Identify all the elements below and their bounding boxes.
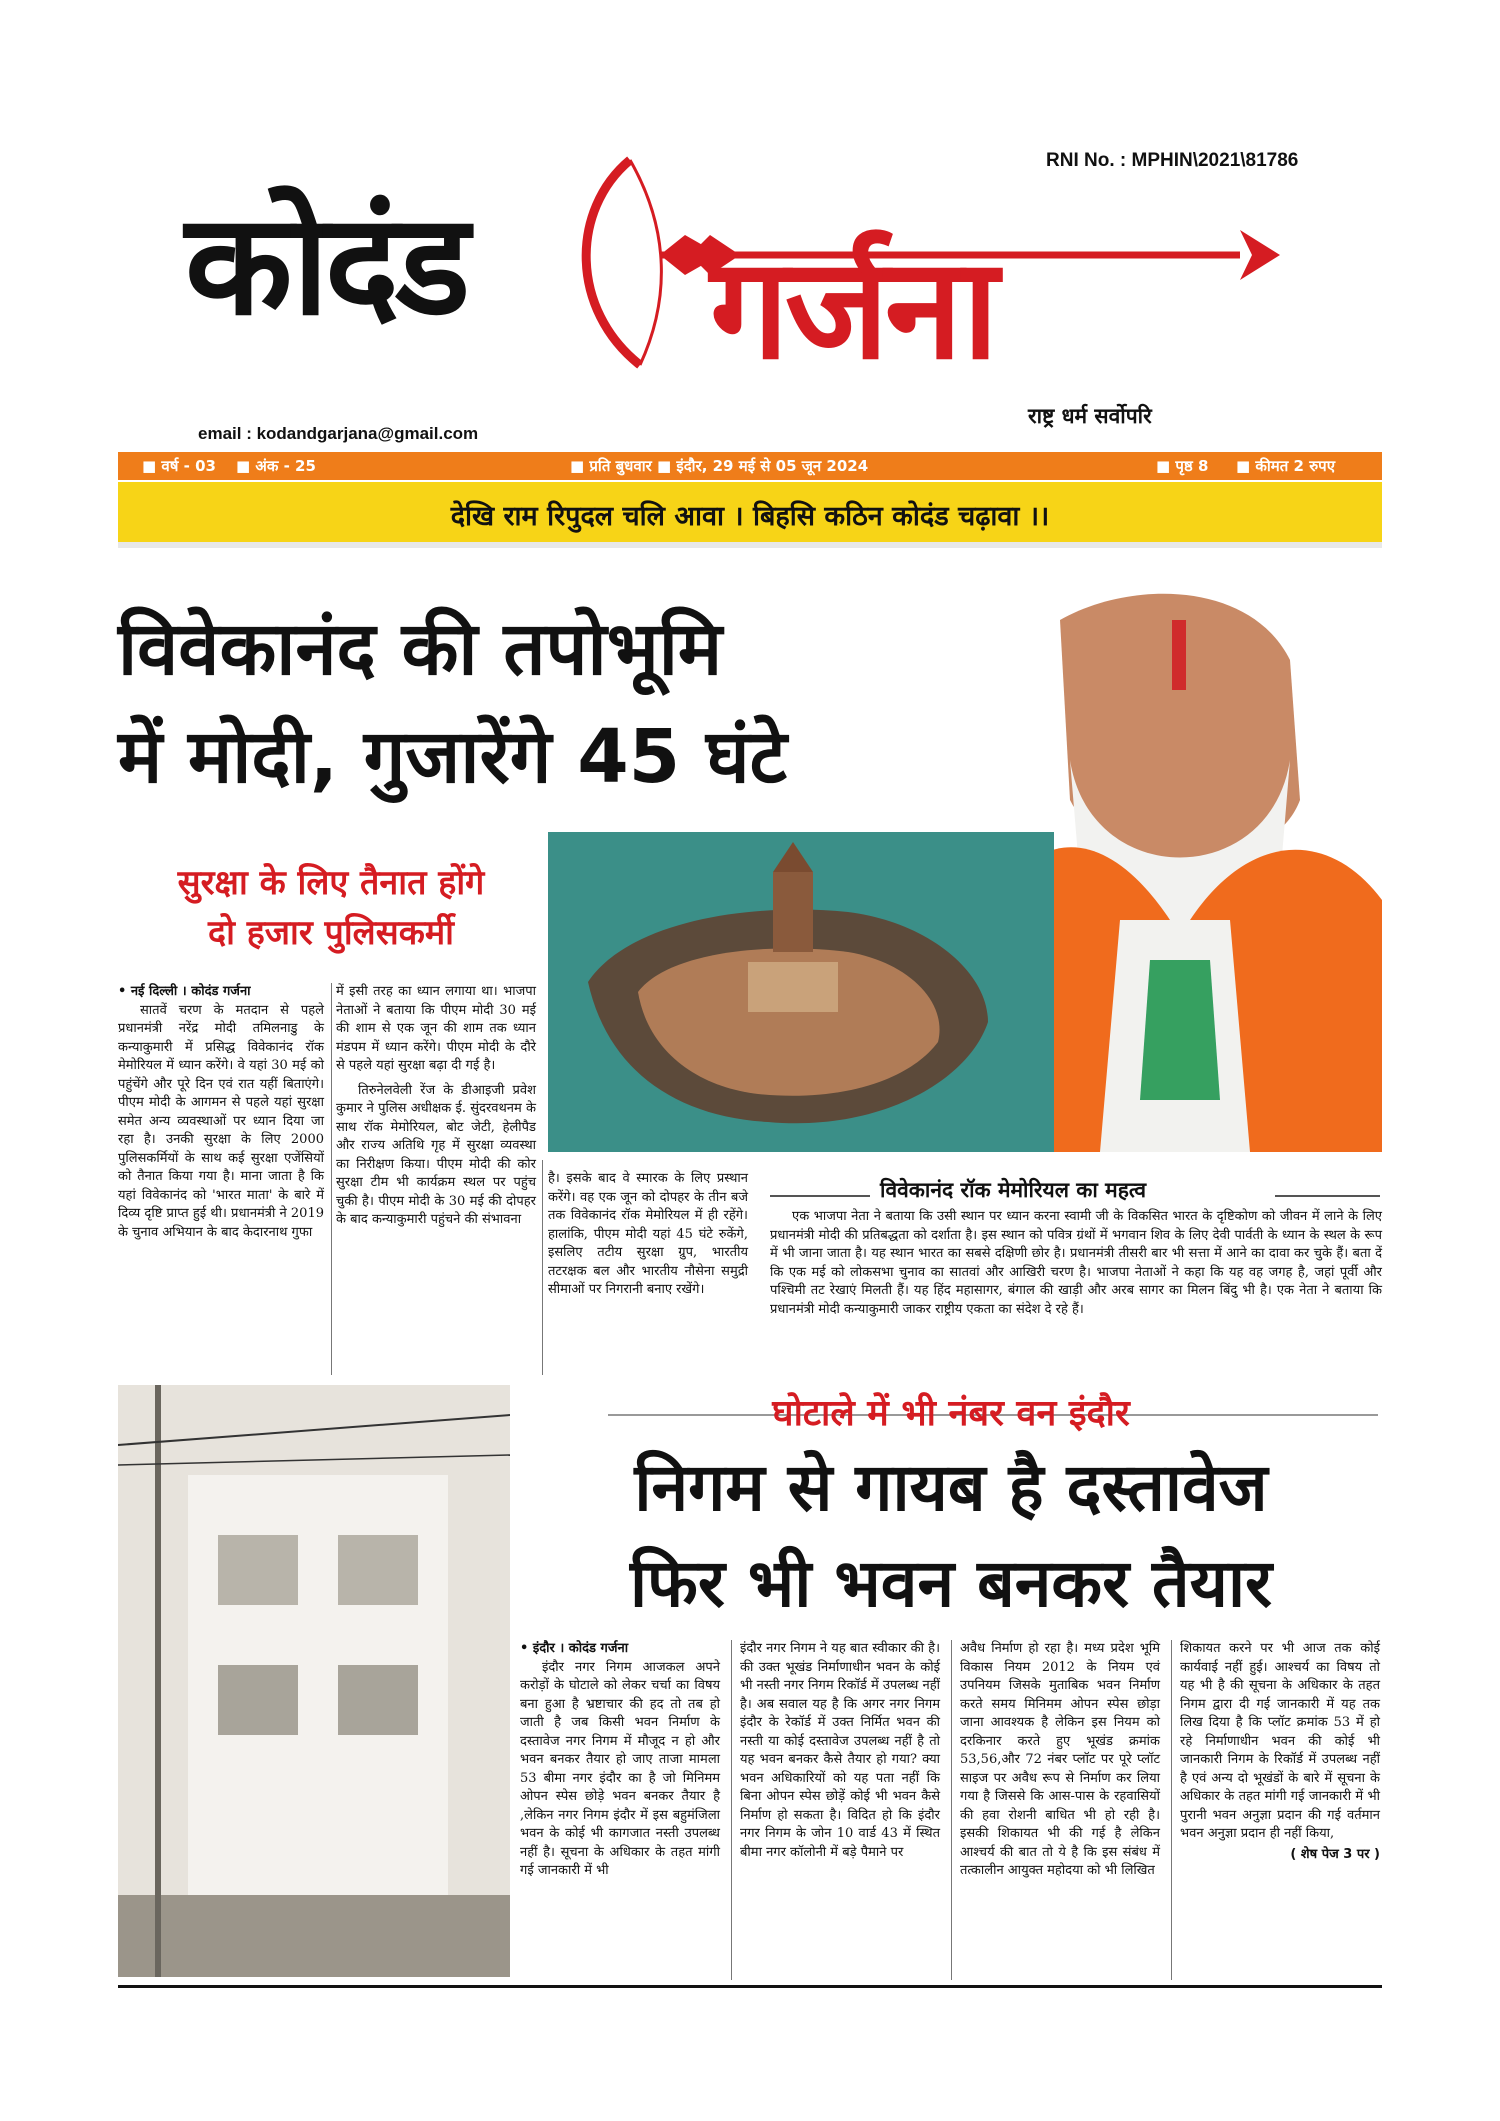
column-divider [731,1640,732,1980]
divider [770,1195,870,1197]
story2-headline-line1: निगम से गायब है दस्तावेज [634,1449,1268,1526]
issue-number: ■ अंक - 25 [236,457,316,475]
story2-column-3 [960,1640,1160,1881]
story1-col3-text: है। इसके बाद वे स्मारक के लिए प्रस्थान करेंगे। वह एक जून को दोपहर के तीन बजे तक विवेकानंद रॉक मेमोरियल में ही रहेंगे। हालांकि, पीएम मोदी यहां 45 घंटे रुकेंगे, इसलिए तटीय सुरक्षा ग्रुप, भारतीय तटरक्षक बल और भारतीय नौसेना समुद्री सीमाओं पर निगरानी बनाए रखेंगे। [548,1171,748,1297]
column-divider [1171,1640,1172,1980]
subhead-line1: सुरक्षा के लिए तैनात होंगे [177,863,485,903]
story2-column-1 [520,1640,720,1881]
story2-col1-text: इंदौर नगर निगम आजकल अपने करोड़ों के घोटाले को लेकर चर्चा का विषय बना हुआ है भ्रष्टाचार की हद तो तब हो जाती है जब किसी भवन निर्माण के दस्तावेज नगर निगम में मौजूद न हो और भवन बनकर तैयार हो जाए ताजा मामला 53 बीमा नगर इंदौर का है जो मिनिमम ओपन स्पेस छोड़े भवन बनकर तैयार है ,लेकिन नगर निगम इंदौर में इस बहुमंजिला भवन के कोई भी कागजात नस्ती उपलब्ध नहीं है। सूचना के अधिकार के तहत मांगी गई जानकारी में भी [520,1659,720,1878]
story1-column-1 [118,983,324,1242]
subhead-line2: दो हजार पुलिसकर्मी [208,913,454,953]
story2-headline-line2: फिर भी भवन बनकर तैयार [629,1545,1273,1622]
rock-box-text: एक भाजपा नेता ने बताया कि उसी स्थान पर ध्यान करना स्वामी जी के विकसित भारत के दृष्टिकोण को जीवन में लाने के लिए प्रधानमंत्री मोदी की प्रतिबद्धता को दर्शाता है। इस स्थान को पवित्र ग्रंथों में भगवान शिव के लिए देवी पार्वती के ध्यान के स्थल के रूप में भी जाना जाता है। यह स्थान भारत का सबसे दक्षिणी छोर है। प्रधानमंत्री तीसरी बार भी सत्ता में आने का दावा कर चुके हैं। बता दें कि एक मई को लोकसभा चुनाव का सातवां और आखिरी चरण है। भाजपा नेताओं ने कहा कि यह वह जगह है, जहां पूर्वी और पश्चिमी तट रेखाएं मिलती हैं। यह हिंद महासागर, बंगाल की खाड़ी और अरब सागर का मिलन बिंदु भी है। एक नेता ने बताया कि प्रधानमंत्री मोदी कन्याकुमारी जाकर राष्ट्रीय एकता का संदेश दे रहे हैं। [770,1209,1382,1317]
continued-note[interactable]: ( शेष पेज 3 पर ) [1290,1846,1380,1862]
rni-number: RNI No. : MPHIN\2021\81786 [1046,150,1299,171]
rock-memorial-photo [548,832,1054,1152]
contact-email[interactable]: email : kodandgarjana@gmail.com [198,424,479,443]
main-headline-line1: विवेकानंद की तपोभूमि [118,606,723,692]
column-divider [542,1160,543,1375]
volume-year: ■ वर्ष - 03 [142,457,216,475]
column-divider [331,983,332,1375]
story2-column-4 [1180,1640,1380,1864]
masthead-title-left: कोदंड [185,184,467,347]
story2-col4-text: शिकायत करने पर भी आज तक कोई कार्यवाई नहीं हुई। आश्चर्य का विषय तो यह भी है की सूचना के अधिकार के तहत निगम द्वारा दी गई जानकारी में यह तक लिख दिया है कि प्लॉट क्रमांक 53 में हो रहे निर्माणाधीन भवन की कोई भी जानकारी निगम के रिकॉर्ड में उपलब्ध नहीं है एवं अन्य दो भूखंडों के बारे में सूचना के अधिकार के तहत मांगी गई जानकारी में भी पुरानी भवन अनुज्ञा प्रदान की गई वर्तमान भवन अनुज्ञा प्रदान ही नहीं किया, [1180,1641,1380,1841]
masthead-title-right: गर्जना [710,228,995,391]
story1-col2a-text: में इसी तरह का ध्यान लगाया था। भाजपा नेताओं ने बताया कि पीएम मोदी 30 मई की शाम से एक जून की शाम तक ध्यान मंडपम में ध्यान करेंगे। पीएम मोदी के दौरे से पहले यहां सुरक्षा बढ़ा दी गई है। [336,984,536,1073]
rock-box-body [770,1208,1382,1320]
story2-column-2 [740,1640,940,1862]
story2-kicker: घोटाले में भी नंबर वन इंदौर [772,1393,1130,1434]
quote-banner [118,482,1382,548]
quote-text: देखि राम रिपुदल चलि आवा । बिहसि कठिन कोदंड चढ़ावा ।। [450,501,1050,532]
column-divider [951,1640,952,1980]
building-photo [118,1385,510,1977]
story1-col1-text: सातवें चरण के मतदान से पहले प्रधानमंत्री नरेंद्र मोदी तमिलनाडु के कन्याकुमारी में प्रसिद्ध विवेकानंद रॉक मेमोरियल में ध्यान करेंगे। वे यहां 30 मई को पहुंचेंगे और पूरे दिन एवं रात यहीं बिताएंगे। पीएम मोदी के आगमन से पहले यहां सुरक्षा समेत अन्य व्यवस्थाओं पर ध्यान दिया जा रहा है। उनकी सुरक्षा के लिए 2000 पुलिसकर्मियों के साथ कई सुरक्षा एजेंसियों को तैनात किया गया है। माना जाता है कि यहां विवेकानंद को 'भारत माता' के बारे में दिव्य दृष्टि प्राप्त हुई थी। प्रधानमंत्री ने 2019 के चुनाव अभियान के बाद केदारनाथ गुफा [118,1002,324,1240]
masthead-tagline: राष्ट्र धर्म सर्वोपरि [1028,404,1152,428]
page-bottom-rule [118,1985,1382,1988]
story2-col2-text: इंदौर नगर निगम ने यह बात स्वीकार की है। की उक्त भूखंड निर्माणाधीन भवन के कोई भी नस्ती नगर निगम रिकॉर्ड में उपलब्ध नहीं है। अब सवाल यह है कि अगर नगर निगम इंदौर के रेकॉर्ड में उक्त निर्मित भवन की नस्ती या कोई दस्तावेज उपलब्ध नहीं है तो यह भवन बनकर कैसे तैयार हो गया? क्या भवन अधिकारियों को यह पता नहीं कि बिना ओपन स्पेस छोड़ें कोई भी भवन कैसे निर्माण हो सकता है। विदित हो कि इंदौर नगर निगम के जोन 10 वार्ड 43 में स्थित बीमा नगर कॉलोनी में बड़े पैमाने पर [740,1641,940,1860]
issue-info-bar [118,452,1382,480]
story1-dateline: • नई दिल्ली । कोदंड गर्जना [118,984,251,999]
divider [1275,1195,1380,1197]
story1-column-2 [336,983,536,1230]
story1-col2b-text: तिरुनेलवेली रेंज के डीआइजी प्रवेश कुमार ने पुलिस अधीक्षक ई. सुंदरवथनम के साथ रॉक मेमोरियल, बोट जेटी, हेलीपैड और राज्य अतिथि गृह में सुरक्षा व्यवस्था का निरीक्षण किया। पीएम मोदी की कोर सुरक्षा टीम भी कार्यक्रम स्थल पर पहुंच चुकी है। पीएम मोदी के 30 मई की दोपहर के बाद कन्याकुमारी पहुंचने की संभावना [336,1082,536,1227]
rock-box-title: विवेकानंद रॉक मेमोरियल का महत्व [880,1178,1147,1202]
page-count: ■ पृष्ठ 8 [1156,457,1209,475]
price: ■ कीमत 2 रुपए [1236,457,1335,475]
issue-date: ■ प्रति बुधवार ■ इंदौर, 29 मई से 05 जून 2024 [570,457,869,475]
story1-column-3 [548,1170,748,1300]
main-headline-line2: में मोदी, गुजारेंगे 45 घंटे [118,714,787,800]
story2-dateline: • इंदौर । कोदंड गर्जना [520,1641,629,1656]
story2-col3-text: अवैध निर्माण हो रहा है। मध्य प्रदेश भूमि विकास नियम 2012 के नियम एवं उपनियम जिसके मुताबिक भवन निर्माण करते समय मिनिमम ओपन स्पेस छोड़ा जाना आवश्यक है लेकिन इस नियम को दरकिनार करते हुए भूखंड क्रमांक 53,56,और 72 नंबर प्लॉट पर पूरे प्लॉट साइज पर अवैध रूप से निर्माण कर लिया गया है जिससे कि आस-पास के रहवासियों की हवा रोशनी बाधित भी हो रही है। इसकी शिकायत भी की गई है लेकिन आश्चर्य की बात तो ये है कि इस संबंध में तत्कालीन आयुक्त महोदया को भी लिखित [960,1641,1160,1878]
